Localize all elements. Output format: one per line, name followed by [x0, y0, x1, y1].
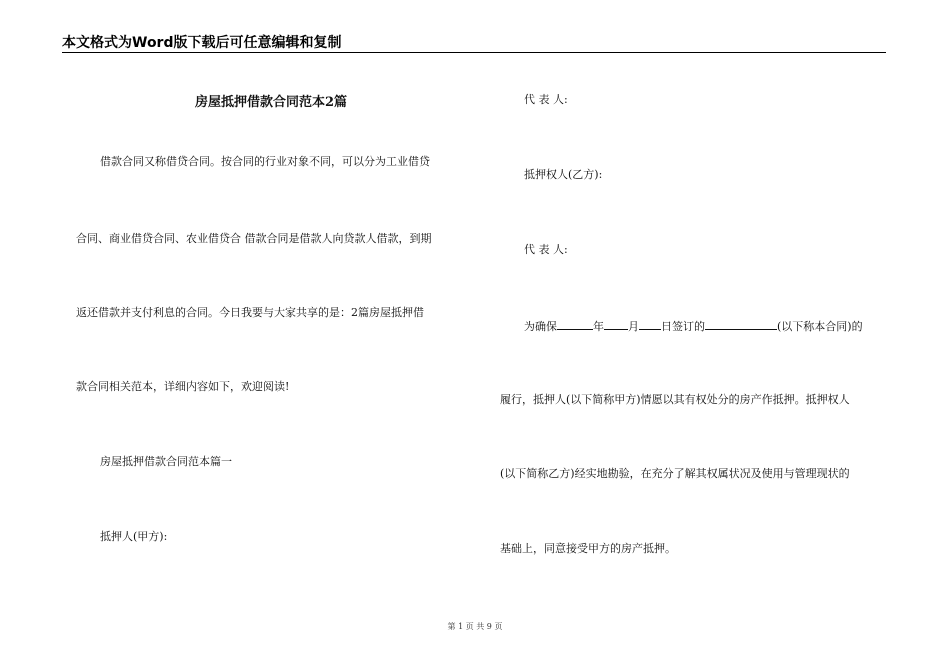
paragraph-line: 基础上，同意接受甲方的房产抵押。: [500, 542, 676, 555]
fill-month: 月: [628, 320, 639, 333]
paragraph-line: (以下简称乙方)经实地勘验，在充分了解其权属状况及使用与管理现状的: [500, 467, 850, 480]
contract-name-blank[interactable]: [705, 318, 777, 330]
fill-prefix: 为确保: [524, 320, 557, 333]
paragraph-line: 返还借款并支付利息的合同。今日我要与大家共享的是：2篇房屋抵押借: [76, 306, 424, 319]
paragraph-line: 合同、商业借贷合同、农业借贷合 借款合同是借款人向贷款人借款，到期: [76, 232, 432, 245]
representative-label: 代 表 人:: [524, 93, 568, 106]
fill-day: 日签订的: [661, 320, 705, 333]
party-label-mortgagor: 抵押人(甲方):: [100, 530, 168, 543]
representative-label: 代 表 人:: [524, 243, 568, 256]
fill-in-line: [500, 318, 863, 334]
paragraph-line: 借款合同又称借贷合同。按合同的行业对象不同，可以分为工业借贷: [100, 155, 430, 168]
year-blank[interactable]: [557, 318, 593, 330]
document-title: 房屋抵押借款合同范本2篇: [194, 95, 348, 110]
document-header: 本文格式为Word版下载后可任意编辑和复制: [62, 35, 342, 51]
paragraph-line: 履行，抵押人(以下简称甲方)情愿以其有权处分的房产作抵押。抵押权人: [500, 393, 850, 406]
section-heading: 房屋抵押借款合同范本篇一: [100, 455, 232, 468]
paragraph-line: 款合同相关范本，详细内容如下，欢迎阅读!: [76, 380, 290, 393]
party-label-mortgagee: 抵押权人(乙方):: [524, 168, 603, 181]
day-blank[interactable]: [639, 318, 661, 330]
fill-suffix: (以下称本合同)的: [777, 320, 863, 333]
header-divider: [62, 52, 886, 53]
month-blank[interactable]: [604, 318, 628, 330]
page-number: 第 1 页 共 9 页: [447, 622, 503, 631]
fill-year: 年: [593, 320, 604, 333]
